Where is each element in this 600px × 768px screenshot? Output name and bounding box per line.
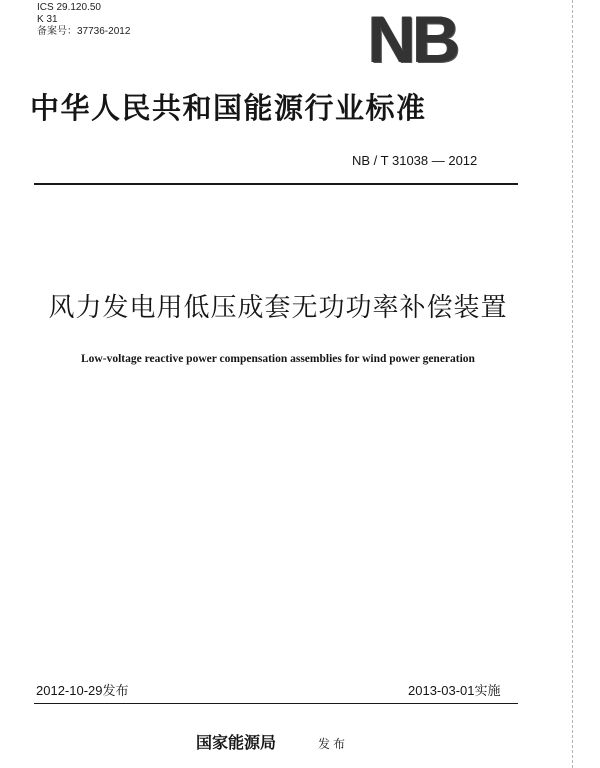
ics-code: ICS 29.120.50 xyxy=(37,2,101,13)
organization-heading: 中华人民共和国能源行业标准 xyxy=(30,91,427,125)
title-english: Low-voltage reactive power compensation assemblies for wind power generation xyxy=(81,353,475,365)
bottom-divider xyxy=(34,703,518,704)
publish-label: 发布 xyxy=(318,737,349,751)
issue-date: 2012-10-29发布 xyxy=(36,683,129,698)
standard-code: NB / T 31038 — 2012 xyxy=(352,153,478,168)
publisher-name: 国家能源局 xyxy=(196,733,277,752)
registration-number: 备案号：37736-2012 xyxy=(37,26,131,37)
implementation-date: 2013-03-01实施 xyxy=(408,683,501,698)
title-chinese: 风力发电用低压成套无功功率补偿装置 xyxy=(48,293,508,323)
nb-logo: NB xyxy=(368,2,458,76)
classification-code: K 31 xyxy=(37,14,58,25)
scan-edge-line xyxy=(572,0,573,768)
top-divider xyxy=(34,183,518,185)
